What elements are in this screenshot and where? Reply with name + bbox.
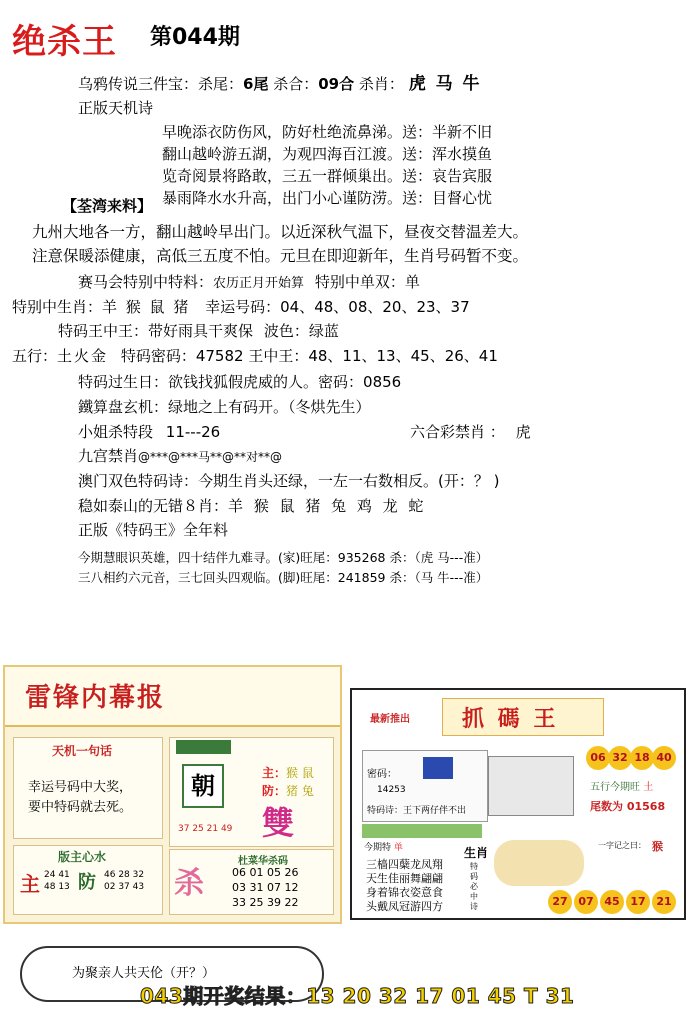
danshuang-value: 单 — [404, 273, 420, 291]
poem-line-1: 早晚添衣防伤风，防好杜绝流鼻涕。送：半新不旧 — [162, 123, 493, 141]
wencuo-label: 稳如泰山的无错８肖： — [78, 497, 229, 515]
mima-value: 47582 — [195, 347, 244, 365]
top-balls — [584, 746, 676, 830]
banzhu-nums-2: 48 13 — [44, 882, 70, 892]
line-aomen — [78, 471, 500, 491]
section-heading: 【荃湾来料】 — [62, 197, 153, 215]
line-jiaweiwei: 今期慧眼识英雄，四十结伴九难寻。(家)旺尾：935268 杀：（虎 马---准） — [78, 550, 489, 565]
xiaojie-value: 11---26 — [165, 423, 221, 441]
wzw-value: 48、11、13、45、26、41 — [308, 347, 498, 365]
line-shengxiao — [12, 297, 470, 317]
tmw-label: 特码王中王： — [58, 322, 149, 340]
kill-xiao: 虎 马 牛 — [408, 74, 482, 94]
lucky-numbers: 04、48、08、20、23、37 — [280, 298, 470, 316]
ball-bottom-5: 21 — [652, 890, 676, 914]
zhu-label: 主： — [262, 766, 287, 780]
weishu-row — [590, 798, 665, 814]
line-saima — [78, 272, 420, 294]
poem-line-2: 翻山越岭游五湖，为观四海百江渡。送：浑水摸鱼 — [162, 145, 493, 163]
kill-xiao-label: 杀肖： — [358, 75, 404, 93]
jinxiao-value: 虎 — [515, 423, 531, 441]
shi-row — [367, 803, 466, 816]
leifeng-title: 雷锋内幕报 — [25, 683, 166, 713]
tianji-box — [13, 737, 163, 839]
wuhang-value: 土 — [643, 782, 654, 793]
crow-label: 乌鸦传说三件宝：杀尾： — [78, 75, 244, 93]
birthday-code: 0856 — [363, 373, 402, 391]
banzhu-nums-1: 24 41 — [44, 870, 70, 880]
banzhu-fang: 防 — [78, 872, 96, 893]
zhao-box — [169, 737, 334, 847]
sha-char: 杀 — [174, 866, 204, 901]
ball-top-3: 18 — [630, 746, 654, 770]
line-wuxing — [12, 346, 498, 366]
aomen-label: 澳门双色特码诗： — [78, 472, 199, 490]
issue-number: 第044期 — [150, 25, 240, 50]
banzhu-zhu: 主 — [20, 872, 40, 896]
line-wencuo — [78, 496, 426, 516]
zhuamawang-title: 抓 碼 王 — [462, 707, 559, 732]
jinqi-value: 单 — [393, 843, 403, 853]
color-strip — [362, 824, 482, 838]
rp-poem-4: 头戴凤冠游四方 — [366, 900, 443, 913]
line-crow — [78, 74, 482, 94]
jinqi-row — [364, 840, 403, 853]
aomen-value: 今期生肖头还绿，一左一右数相反。(开：？ ) — [198, 472, 500, 490]
cloud-text: 为聚亲人共天伦（开？） — [72, 966, 216, 981]
wuhang-label: 五行今期旺 — [590, 782, 640, 793]
tianji-verse-1: 幸运号码中大奖， — [28, 780, 133, 795]
logo-icon — [423, 757, 453, 779]
poem-line-4: 暴雨降水水升高，出门小心谨防涝。送：目督心忧 — [162, 189, 493, 207]
bose-value: 绿蓝 — [308, 322, 339, 340]
side-note: 特码必中诗 — [470, 862, 478, 911]
line-birthday — [78, 372, 401, 392]
kill-he-label: 杀合： — [273, 75, 319, 93]
bottom-balls — [548, 890, 678, 916]
line-jiaowei: 三八相约六元音，三七回头四观临。(脚)旺尾：241859 杀：（马 牛---准） — [78, 570, 489, 585]
zhu-row — [262, 764, 314, 781]
zhuamawang-panel — [350, 688, 686, 920]
ball-bottom-3: 45 — [600, 890, 624, 914]
shengxiao-value: 羊 猴 鼠 猪 — [102, 298, 191, 316]
rp-poem-1: 三樯四蘖龙凤翔 — [366, 858, 443, 871]
mima-box — [362, 750, 488, 822]
line-jiugong — [78, 446, 282, 467]
yiju-value: 猴 — [652, 840, 663, 853]
xiaojie-label: 小姐杀特段 — [78, 423, 154, 441]
shengxiao-label: 特别中生肖： — [12, 298, 103, 316]
poem-heading: 正版天机诗 — [78, 99, 154, 117]
line-jinxiao — [410, 422, 531, 442]
ball-top-1: 06 — [586, 746, 610, 770]
birthday-value: 欲钱找狐假虎威的人。密码： — [168, 373, 364, 391]
mima-label-2: 密码： — [367, 769, 397, 780]
monkey-icon — [494, 840, 584, 886]
jinqi-label: 今期特 — [364, 843, 392, 853]
tmw-value: 带好雨具干爽保 — [148, 322, 254, 340]
kill-he: 09合 — [318, 75, 355, 93]
fang-value: 猪 兔 — [286, 784, 314, 798]
saima-label: 赛马会特别中特料： — [78, 273, 214, 291]
banzhu-label: 版主心水 — [58, 850, 107, 864]
wzw-label: 王中王： — [248, 347, 309, 365]
zhao-char: 朝 — [182, 764, 224, 808]
birthday-label: 特码过生日： — [78, 373, 169, 391]
fang-label: 防： — [262, 784, 287, 798]
ball-bottom-2: 07 — [574, 890, 598, 914]
line-tiesuan — [78, 397, 371, 417]
zhu-value: 猴 鼠 — [286, 766, 314, 780]
divider — [5, 725, 340, 727]
tianji-label: 天机一句话 — [52, 744, 113, 758]
paragraph-line-1: 九州大地各一方，翻山越岭早出门。以近深秋气温下，昼夜交替温差大。 — [32, 223, 529, 241]
line-wangzhongwang — [58, 321, 339, 341]
weishu-label: 尾数为 — [590, 800, 623, 813]
bose-label: 波色： — [263, 322, 309, 340]
yiju-label: 一字记之曰： — [598, 841, 646, 850]
duhua-label: 杜菜华杀码 — [238, 856, 288, 867]
mima-label: 特码密码： — [120, 347, 196, 365]
line-xiaojie — [78, 422, 220, 442]
new-tag: 最新推出 — [370, 714, 410, 725]
fish-icon — [488, 756, 574, 816]
draw-result: 043期开奖结果：13 20 32 17 01 45 T 31 — [140, 984, 575, 1008]
ball-top-4: 40 — [652, 746, 676, 770]
banzhu-box — [13, 845, 163, 915]
leifeng-panel — [3, 665, 342, 924]
shi-label: 特码诗： — [367, 806, 404, 816]
mima-value-2: 14253 — [377, 785, 406, 795]
poem-line-3: 览奇阅景将路敢，三五一群倾巢出。送：哀告宾服 — [162, 167, 493, 185]
ball-bottom-4: 17 — [626, 890, 650, 914]
saima-value: 农历正月开始算 — [213, 276, 305, 291]
banzhu-nums-3: 46 28 32 — [104, 870, 145, 880]
weishu-value: 01568 — [626, 800, 666, 813]
jiugong-value: @***@***马**@**对**@ — [138, 450, 283, 464]
zhao-label-bar — [176, 740, 231, 754]
ball-bottom-1: 27 — [548, 890, 572, 914]
danshuang-label: 特别中单双： — [314, 273, 405, 291]
lucky-label: 幸运号码： — [205, 298, 281, 316]
rp-poem-3: 身着锦衣姿意食 — [366, 886, 443, 899]
tiesuan-label: 鐵算盘玄机： — [78, 398, 169, 416]
shi-value: 王下两仔伴不出 — [403, 806, 467, 816]
shuang-char: 雙 — [262, 804, 295, 842]
duhua-row-3: 33 25 39 22 — [232, 896, 299, 909]
ball-top-2: 32 — [608, 746, 632, 770]
wuhang-row — [590, 778, 653, 793]
jiugong-label: 九宫禁肖 — [78, 447, 139, 465]
rp-poem-2: 天生佳丽舞翩翩 — [366, 872, 443, 885]
wencuo-value: 羊 猴 鼠 猪 兔 鸡 龙 蛇 — [228, 497, 427, 515]
kill-tail: 6尾 — [243, 75, 269, 93]
jinxiao-label: 六合彩禁肖 ： — [410, 423, 505, 441]
duhua-row-1: 06 01 05 26 — [232, 866, 299, 879]
duhua-box — [169, 849, 334, 915]
zhao-numbers: 37 25 21 49 — [178, 824, 233, 834]
duhua-row-2: 03 31 07 12 — [232, 881, 299, 894]
tiesuan-value: 绿地之上有码开。（冬烘先生） — [168, 398, 371, 416]
banzhu-nums-4: 02 37 43 — [104, 882, 145, 892]
wuxing-label: 五行： — [12, 347, 58, 365]
shengxiao-tag: 生肖 — [464, 846, 489, 860]
line-zhengban: 正版《特码王》全年料 — [78, 521, 229, 539]
page-title: 绝杀王 — [12, 22, 117, 62]
fang-row — [262, 782, 314, 799]
wuxing-value: 土火金 — [57, 347, 109, 365]
tianji-verse-2: 要中特码就去死。 — [28, 800, 133, 815]
paragraph-line-2: 注意保暖添健康，高低三五度不怕。元旦在即迎新年，生肖号码暂不变。 — [32, 247, 529, 265]
